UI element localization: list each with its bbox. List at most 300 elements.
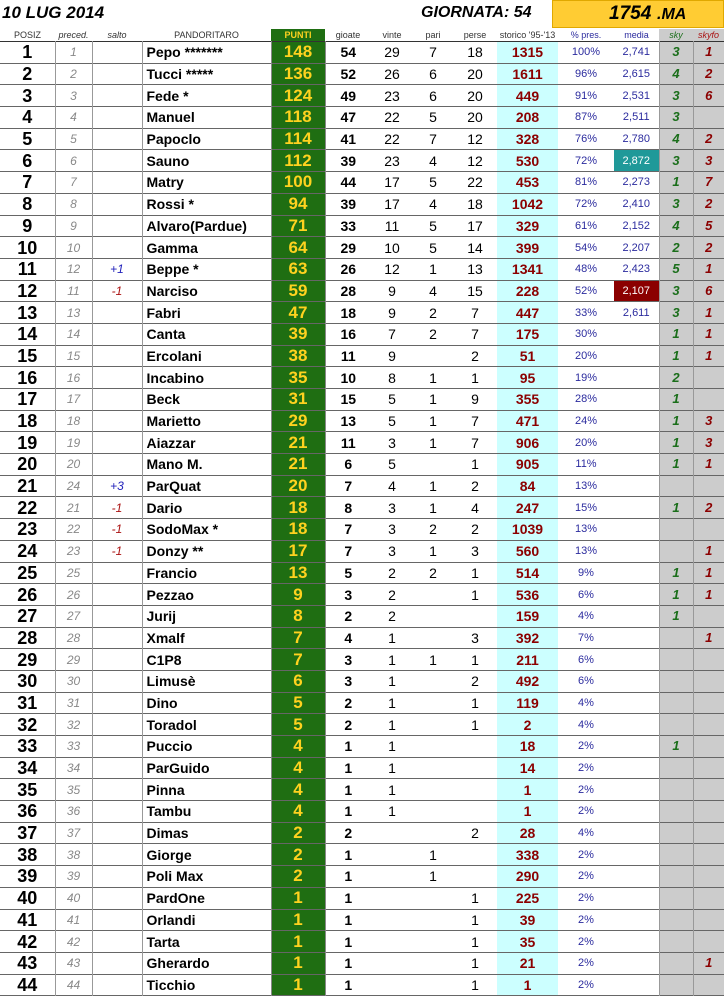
cell-lost: 18 [467, 196, 483, 213]
cell-played: 7 [344, 478, 353, 495]
cell-average: 2,410 [614, 193, 659, 215]
cell-drawn: 1 [429, 868, 437, 885]
cell-average [614, 736, 659, 758]
cell-position: 7 [0, 172, 55, 194]
cell-won: 11 [384, 217, 400, 234]
cell-historic: 1 [497, 779, 558, 801]
cell-presence: 2% [578, 913, 594, 926]
col-pandoritaro: PANDORITARO [174, 30, 239, 40]
cell-skyfo [693, 974, 724, 996]
cell-jump [92, 844, 142, 866]
cell-played: 1 [344, 976, 353, 993]
table-row [0, 237, 724, 259]
cell-points: 18 [271, 519, 325, 541]
cell-position: 15 [0, 345, 55, 367]
cell-won: 3 [388, 499, 396, 516]
table-row [0, 562, 724, 584]
cell-won: 22 [384, 131, 400, 148]
cell-sky: 1 [659, 345, 693, 367]
cell-player-name: Beck [146, 391, 180, 408]
cell-position: 1 [0, 42, 55, 64]
cell-historic: 1042 [497, 193, 558, 215]
cell-sky [659, 931, 693, 953]
cell-position: 6 [0, 150, 55, 172]
cell-historic: 18 [497, 736, 558, 758]
header-row [0, 29, 724, 42]
cell-jump [92, 887, 142, 909]
cell-player-name: Pepo ******* [146, 44, 223, 61]
cell-previous-position: 25 [55, 562, 92, 584]
cell-previous-position: 11 [55, 280, 92, 302]
cell-sky: 2 [659, 237, 693, 259]
cell-points: 94 [271, 193, 325, 215]
table-row [0, 107, 724, 129]
cell-sky [659, 475, 693, 497]
table-row [0, 63, 724, 85]
cell-presence: 28% [574, 393, 598, 406]
cell-previous-position: 30 [55, 670, 92, 692]
cell-player-name: Incabino [146, 369, 205, 386]
cell-previous-position: 21 [55, 497, 92, 519]
cell-sky [659, 909, 693, 931]
table-row [0, 692, 724, 714]
cell-previous-position: 26 [55, 584, 92, 606]
cell-drawn: 6 [429, 66, 437, 83]
cell-played: 1 [344, 933, 353, 950]
cell-average [614, 670, 659, 692]
cell-played: 7 [344, 521, 353, 538]
col-vinte: vinte [382, 30, 402, 40]
cell-jump [92, 150, 142, 172]
cell-drawn [413, 974, 453, 996]
cell-historic: 355 [497, 389, 558, 411]
cell-points: 148 [271, 42, 325, 64]
cell-won: 8 [388, 369, 396, 386]
cell-player-name: Tucci ***** [146, 66, 214, 83]
cell-played: 1 [344, 955, 353, 972]
col-pari: pari [425, 30, 441, 40]
cell-skyfo [693, 757, 724, 779]
cell-skyfo [693, 909, 724, 931]
cell-historic: 1039 [497, 519, 558, 541]
cell-played: 1 [344, 738, 353, 755]
cell-jump [92, 757, 142, 779]
cell-position: 31 [0, 692, 55, 714]
cell-jump [92, 974, 142, 996]
cell-position: 43 [0, 952, 55, 974]
cell-position: 39 [0, 866, 55, 888]
cell-presence: 33% [574, 306, 598, 319]
cell-player-name: Rossi * [146, 196, 194, 213]
cell-sky [659, 844, 693, 866]
cell-presence: 2% [578, 957, 594, 970]
cell-drawn [413, 931, 453, 953]
cell-previous-position: 6 [55, 150, 92, 172]
cell-skyfo: 3 [693, 410, 724, 432]
cell-player-name: Marietto [146, 413, 201, 430]
cell-points: 31 [271, 389, 325, 411]
cell-skyfo: 1 [693, 627, 724, 649]
cell-skyfo: 2 [693, 237, 724, 259]
cell-previous-position: 34 [55, 757, 92, 779]
cell-presence: 4% [578, 696, 594, 709]
cell-drawn [413, 822, 453, 844]
cell-played: 1 [344, 781, 353, 798]
cell-presence: 87% [574, 111, 598, 124]
cell-sky: 1 [659, 389, 693, 411]
cell-skyfo [693, 649, 724, 671]
cell-points: 38 [271, 345, 325, 367]
cell-previous-position: 35 [55, 779, 92, 801]
cell-jump [92, 627, 142, 649]
cell-average [614, 714, 659, 736]
cell-lost [453, 736, 497, 758]
cell-average [614, 367, 659, 389]
cell-player-name: Aiazzar [146, 434, 196, 451]
cell-drawn [413, 627, 453, 649]
cell-previous-position: 15 [55, 345, 92, 367]
table-row [0, 974, 724, 996]
cell-presence: 96% [574, 68, 598, 81]
col-sky: sky [659, 29, 693, 42]
cell-skyfo: 1 [693, 42, 724, 64]
cell-points: 29 [271, 410, 325, 432]
cell-sky: 1 [659, 454, 693, 476]
cell-historic: 329 [497, 215, 558, 237]
cell-average [614, 866, 659, 888]
cell-average: 2,615 [614, 63, 659, 85]
table-row [0, 432, 724, 454]
cell-player-name: Fabri [146, 304, 181, 321]
cell-position: 34 [0, 757, 55, 779]
cell-played: 33 [340, 217, 357, 234]
cell-average [614, 692, 659, 714]
cell-lost: 7 [471, 413, 479, 430]
cell-average [614, 649, 659, 671]
cell-player-name: Mano M. [146, 456, 203, 473]
cell-previous-position: 8 [55, 193, 92, 215]
cell-sky: 4 [659, 128, 693, 150]
cell-lost: 22 [467, 174, 483, 191]
cell-previous-position: 31 [55, 692, 92, 714]
table-row [0, 519, 724, 541]
cell-position: 30 [0, 670, 55, 692]
cell-points: 1 [271, 887, 325, 909]
cell-drawn: 2 [429, 521, 437, 538]
cell-jump [92, 172, 142, 194]
cell-sky [659, 974, 693, 996]
cell-average: 2,207 [614, 237, 659, 259]
table-row [0, 215, 724, 237]
cell-drawn [413, 952, 453, 974]
cell-sky [659, 952, 693, 974]
table-row [0, 540, 724, 562]
cell-player-name: Ticchio [146, 976, 196, 993]
cell-won [371, 887, 413, 909]
cell-drawn: 7 [429, 131, 437, 148]
cell-points: 2 [271, 866, 325, 888]
table-row [0, 410, 724, 432]
cell-previous-position: 5 [55, 128, 92, 150]
cell-position: 23 [0, 519, 55, 541]
cell-won: 1 [388, 716, 396, 733]
cell-presence: 2% [578, 892, 594, 905]
cell-average [614, 887, 659, 909]
cell-jump [92, 389, 142, 411]
cell-historic: 392 [497, 627, 558, 649]
cell-skyfo [693, 779, 724, 801]
cell-jump [92, 801, 142, 823]
cell-position: 21 [0, 475, 55, 497]
cell-average [614, 323, 659, 345]
cell-player-name: Ercolani [146, 347, 202, 364]
cell-skyfo [693, 822, 724, 844]
cell-previous-position: 42 [55, 931, 92, 953]
cell-jump [92, 107, 142, 129]
cell-skyfo: 1 [693, 952, 724, 974]
cell-points: 112 [271, 150, 325, 172]
cell-lost: 1 [471, 369, 479, 386]
cell-played: 2 [344, 694, 353, 711]
cell-presence: 72% [574, 198, 598, 211]
cell-historic: 1 [497, 801, 558, 823]
cell-sky [659, 692, 693, 714]
cell-won: 9 [388, 304, 396, 321]
cell-drawn: 1 [429, 846, 437, 863]
cell-played: 3 [344, 586, 353, 603]
cell-player-name: Manuel [146, 109, 195, 126]
cell-drawn [413, 670, 453, 692]
cell-historic: 471 [497, 410, 558, 432]
cell-played: 41 [340, 131, 357, 148]
cell-points: 124 [271, 85, 325, 107]
cell-historic: 905 [497, 454, 558, 476]
cell-played: 2 [344, 716, 353, 733]
cell-sky: 2 [659, 367, 693, 389]
cell-skyfo [693, 714, 724, 736]
cell-jump: -1 [92, 497, 142, 519]
cell-points: 20 [271, 475, 325, 497]
table-row [0, 323, 724, 345]
cell-drawn [413, 757, 453, 779]
cell-drawn: 1 [429, 478, 437, 495]
cell-skyfo [693, 475, 724, 497]
cell-presence: 100% [571, 46, 601, 59]
cell-won: 3 [388, 434, 396, 451]
cell-drawn: 4 [429, 152, 437, 169]
cell-drawn: 1 [429, 261, 437, 278]
cell-previous-position: 39 [55, 866, 92, 888]
cell-player-name: Pezzao [146, 586, 194, 603]
cell-player-name: Dino [146, 694, 178, 711]
cell-average [614, 519, 659, 541]
cell-position: 9 [0, 215, 55, 237]
table-row [0, 714, 724, 736]
cell-average: 2,273 [614, 172, 659, 194]
cell-played: 7 [344, 543, 353, 560]
table-row [0, 627, 724, 649]
cell-won: 1 [388, 781, 396, 798]
cell-jump [92, 605, 142, 627]
table-row [0, 670, 724, 692]
cell-lost: 7 [471, 326, 479, 343]
cell-player-name: Puccio [146, 738, 193, 755]
col-skyfo: skyfo [693, 29, 724, 42]
table-row [0, 909, 724, 931]
cell-average: 2,511 [614, 107, 659, 129]
cell-previous-position: 17 [55, 389, 92, 411]
cell-player-name: Poli Max [146, 868, 204, 885]
cell-drawn: 6 [429, 87, 437, 104]
cell-skyfo [693, 866, 724, 888]
cell-player-name: Tarta [146, 933, 180, 950]
cell-average: 2,152 [614, 215, 659, 237]
cell-average [614, 931, 659, 953]
cell-player-name: Gherardo [146, 955, 210, 972]
cell-historic: 1341 [497, 258, 558, 280]
cell-lost: 1 [471, 564, 479, 581]
cell-skyfo: 1 [693, 454, 724, 476]
cell-average [614, 757, 659, 779]
cell-jump [92, 42, 142, 64]
cell-historic: 159 [497, 605, 558, 627]
cell-won: 26 [384, 66, 400, 83]
cell-position: 40 [0, 887, 55, 909]
cell-presence: 81% [574, 176, 598, 189]
table-row [0, 866, 724, 888]
cell-drawn [413, 345, 453, 367]
table-row [0, 952, 724, 974]
col-perse: perse [463, 30, 487, 40]
cell-sky [659, 779, 693, 801]
cell-skyfo: 2 [693, 128, 724, 150]
cell-points: 4 [271, 801, 325, 823]
cell-position: 32 [0, 714, 55, 736]
cell-points: 4 [271, 757, 325, 779]
cell-lost: 2 [471, 521, 479, 538]
cell-won [371, 909, 413, 931]
cell-historic: 28 [497, 822, 558, 844]
cell-points: 64 [271, 237, 325, 259]
cell-points: 5 [271, 692, 325, 714]
cell-lost: 1 [471, 955, 479, 972]
cell-sky [659, 670, 693, 692]
cell-historic: 449 [497, 85, 558, 107]
cell-presence: 4% [578, 718, 594, 731]
cell-previous-position: 4 [55, 107, 92, 129]
cell-average [614, 974, 659, 996]
table-row [0, 887, 724, 909]
cell-position: 26 [0, 584, 55, 606]
media-suffix: .MA [657, 6, 687, 23]
cell-presence: 4% [578, 610, 594, 623]
cell-historic: 228 [497, 280, 558, 302]
cell-historic: 119 [497, 692, 558, 714]
cell-average: 2,611 [614, 302, 659, 324]
cell-presence: 9% [578, 566, 594, 579]
cell-presence: 20% [574, 349, 598, 362]
cell-skyfo [693, 389, 724, 411]
cell-presence: 2% [578, 805, 594, 818]
cell-lost [453, 866, 497, 888]
cell-won: 22 [384, 109, 400, 126]
cell-average: 2,780 [614, 128, 659, 150]
cell-lost [453, 605, 497, 627]
cell-player-name: Gamma [146, 239, 198, 256]
cell-player-name: Dario [146, 499, 183, 516]
table-row [0, 931, 724, 953]
cell-jump [92, 193, 142, 215]
cell-drawn [413, 605, 453, 627]
cell-position: 27 [0, 605, 55, 627]
cell-position: 11 [0, 258, 55, 280]
cell-won: 12 [384, 261, 400, 278]
cell-drawn: 2 [429, 326, 437, 343]
cell-position: 42 [0, 931, 55, 953]
cell-drawn [413, 454, 453, 476]
cell-won: 7 [388, 326, 396, 343]
cell-played: 11 [340, 434, 356, 451]
cell-player-name: Jurij [146, 608, 177, 625]
cell-presence: 30% [574, 328, 598, 341]
cell-won: 3 [388, 543, 396, 560]
cell-historic: 338 [497, 844, 558, 866]
cell-sky [659, 822, 693, 844]
cell-won: 23 [384, 87, 400, 104]
cell-points: 4 [271, 736, 325, 758]
cell-jump [92, 736, 142, 758]
table-row [0, 172, 724, 194]
cell-position: 13 [0, 302, 55, 324]
cell-drawn [413, 584, 453, 606]
cell-presence: 2% [578, 783, 594, 796]
cell-historic: 1611 [497, 63, 558, 85]
cell-position: 17 [0, 389, 55, 411]
cell-average [614, 584, 659, 606]
cell-sky [659, 519, 693, 541]
cell-won: 1 [388, 803, 396, 820]
cell-points: 59 [271, 280, 325, 302]
cell-previous-position: 37 [55, 822, 92, 844]
cell-jump [92, 670, 142, 692]
cell-sky: 3 [659, 150, 693, 172]
cell-player-name: Beppe * [146, 261, 199, 278]
col-salto: salto [107, 30, 127, 40]
table-row [0, 128, 724, 150]
cell-skyfo: 3 [693, 432, 724, 454]
cell-played: 47 [340, 109, 357, 126]
cell-played: 16 [340, 326, 357, 343]
cell-presence: 6% [578, 653, 594, 666]
cell-played: 3 [344, 651, 353, 668]
cell-played: 52 [340, 66, 357, 83]
table-row [0, 454, 724, 476]
cell-won: 1 [388, 738, 396, 755]
cell-position: 38 [0, 844, 55, 866]
table-row [0, 822, 724, 844]
cell-presence: 72% [574, 154, 598, 167]
cell-points: 136 [271, 63, 325, 85]
cell-points: 4 [271, 779, 325, 801]
cell-previous-position: 32 [55, 714, 92, 736]
report-date: 10 LUG 2014 [2, 3, 105, 22]
cell-position: 19 [0, 432, 55, 454]
cell-lost: 1 [471, 651, 479, 668]
cell-player-name: PardOne [146, 890, 205, 907]
cell-skyfo: 1 [693, 562, 724, 584]
cell-historic: 2 [497, 714, 558, 736]
cell-position: 22 [0, 497, 55, 519]
